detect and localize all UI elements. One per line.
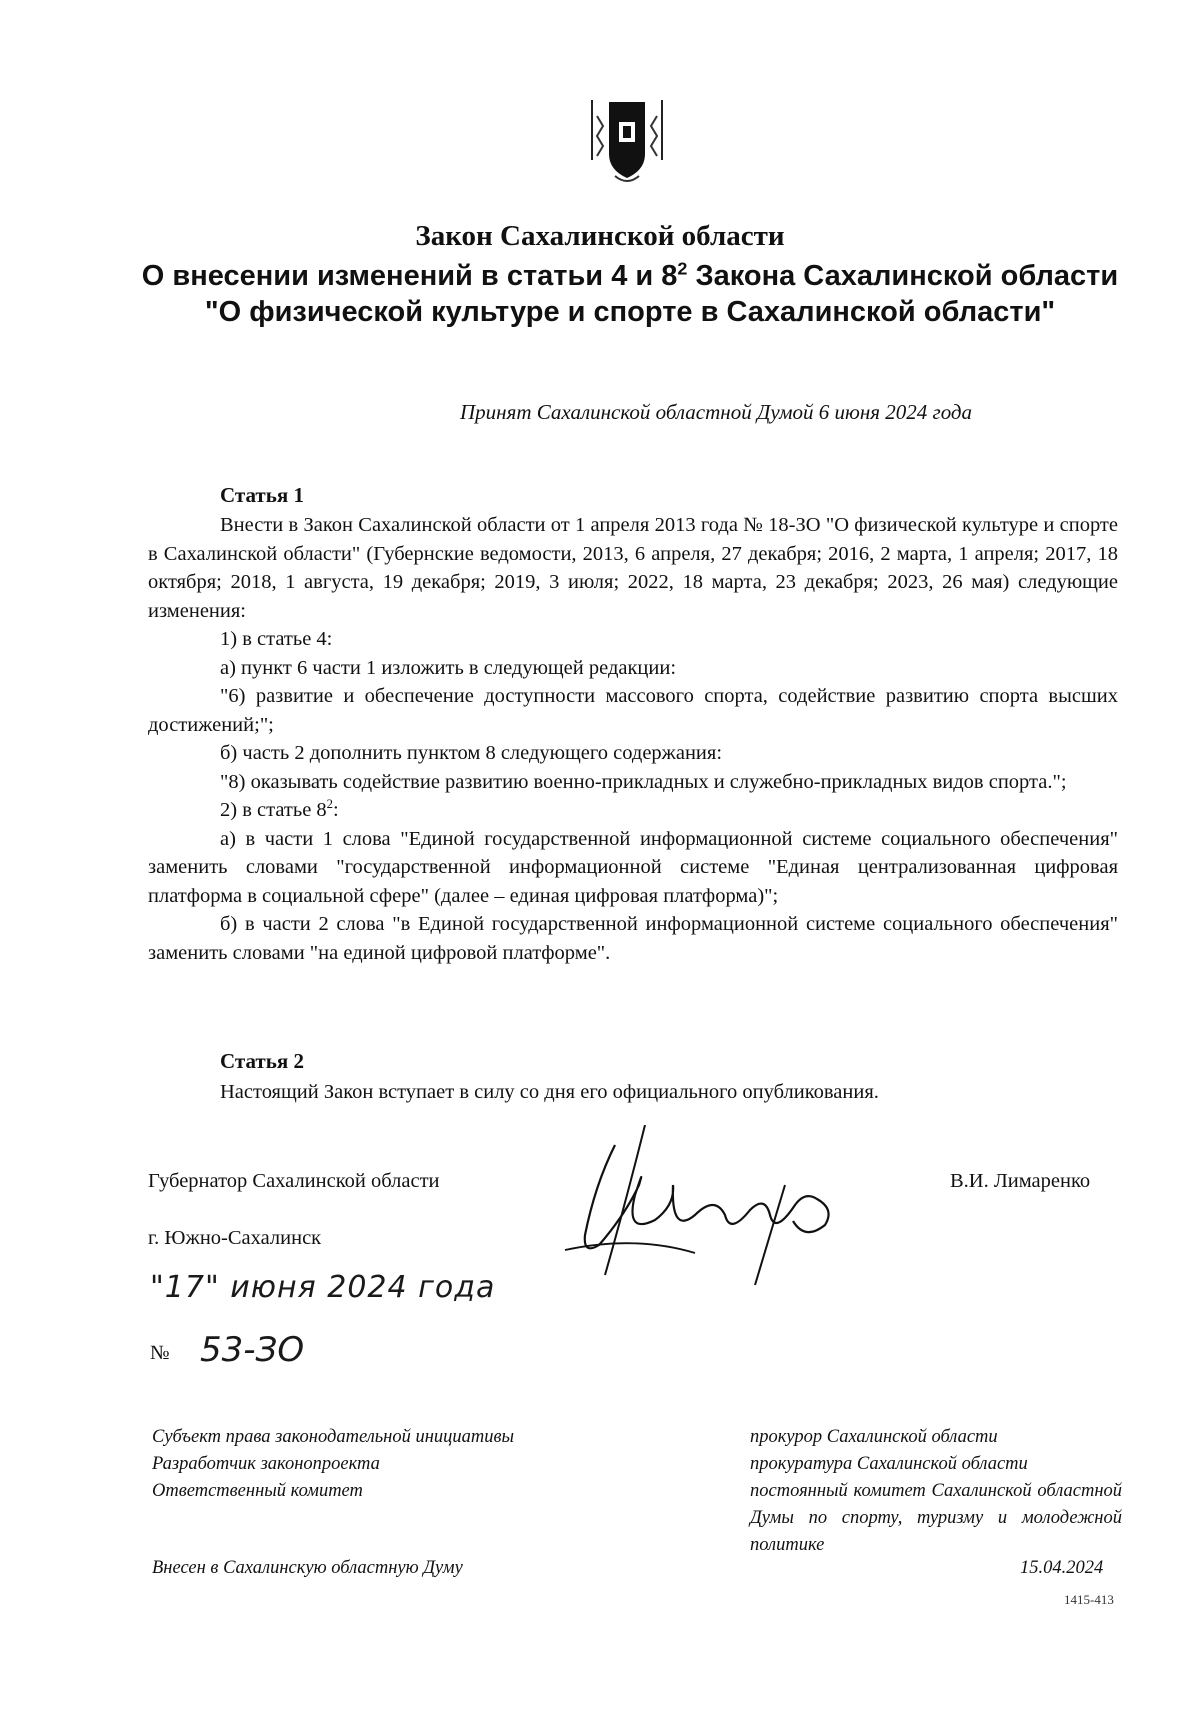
article2-heading: Статья 2 xyxy=(220,1049,304,1073)
footer-left-block xyxy=(152,1424,652,1505)
title-main-superscript: 2 xyxy=(677,258,688,279)
article1-item2-part-b: : xyxy=(333,799,339,821)
title-main-part-a: О внесении изменений в статьи 4 и 8 xyxy=(141,260,678,292)
governor-position: Губернатор Сахалинской области xyxy=(148,1170,440,1192)
footer-right-line-2: прокуратура Сахалинской области xyxy=(750,1454,1028,1474)
article1-item2a: а) в части 1 слова "Единой государственной информационной системе социального обеспечения" заменить словами "государственной информационной системе "Единая централизованная цифровая платформа в социальной сфере" (далее – единая цифровая платформа)"; xyxy=(148,827,1118,907)
handwritten-date: "17" июня 2024 года xyxy=(150,1270,496,1305)
handwritten-number: 53-ЗО xyxy=(200,1330,305,1370)
article1-item2 xyxy=(148,796,1118,825)
submitted-statement: Внесен в Сахалинскую областную Думу xyxy=(152,1558,463,1578)
handwritten-signature xyxy=(555,1125,895,1315)
article2-body xyxy=(148,1078,1118,1107)
article1-intro: Внести в Закон Сахалинской области от 1 апреля 2013 года № 18-ЗО "О физической культуре и спорте в Сахалинской области" (Губернские ведомости, 2013, 6 апреля, 27 декабря; 2016, 2 марта, 1 апреля; 2017, 18 октября; 2018, 1 августа, 19 декабря; 2019, 3 июля; 2022, 18 марта, 23 декабря; 2023, 26 мая) следующие изменения: xyxy=(148,514,1118,622)
document-title-main xyxy=(140,258,1120,330)
footer-right-line-3: постоянный комитет Сахалинской областной Думы по спорту, туризму и молодежной политике xyxy=(750,1481,1122,1555)
article1-item1b-text: "8) оказывать содействие развитию военно-прикладных и служебно-прикладных видов спорта."; xyxy=(220,770,1067,793)
signing-city: г. Южно-Сахалинск xyxy=(148,1227,322,1249)
article1-item1b: б) часть 2 дополнить пунктом 8 следующего содержания: xyxy=(220,742,723,764)
document-title-line1: Закон Сахалинской области xyxy=(415,220,785,252)
article1-item1: 1) в статье 4: xyxy=(220,628,333,650)
article1-item2-superscript: 2 xyxy=(326,797,334,812)
submitted-date: 15.04.2024 xyxy=(1020,1558,1104,1578)
footer-left-line-1: Субъект права законодательной инициативы xyxy=(152,1427,515,1447)
footer-left-line-2: Разработчик законопроекта xyxy=(152,1454,380,1474)
article2-text: Настоящий Закон вступает в силу со дня его официального опубликования. xyxy=(220,1081,879,1103)
document-code: 1415-413 xyxy=(1064,1592,1114,1607)
article1-item1a-text: "6) развитие и обеспечение доступности массового спорта, содействие развитию спорта высших достижений;"; xyxy=(148,685,1118,736)
article1-item1a: а) пункт 6 части 1 изложить в следующей редакции: xyxy=(220,656,677,679)
title-main-part-b: Закона Сахалинской области "О физической культуре и спорте в Сахалинской области" xyxy=(204,260,1119,328)
footer-left-line-3: Ответственный комитет xyxy=(152,1481,363,1501)
article1-item2-part-a: 2) в статье 8 xyxy=(220,799,327,821)
number-label: № xyxy=(150,1342,170,1364)
adoption-statement: Принят Сахалинской областной Думой 6 июня 2024 года xyxy=(460,400,973,424)
footer-right-block xyxy=(750,1424,1122,1559)
coat-of-arms-emblem xyxy=(585,96,669,190)
footer-right-line-1: прокурор Сахалинской области xyxy=(750,1427,998,1447)
governor-name: В.И. Лимаренко xyxy=(950,1170,1091,1192)
article1-item2b: б) в части 2 слова "в Единой государственной информационной системе социального обеспечения" заменить словами "на единой цифровой платформе". xyxy=(148,913,1118,964)
article1-body xyxy=(148,511,1118,967)
article1-heading: Статья 1 xyxy=(220,483,304,507)
